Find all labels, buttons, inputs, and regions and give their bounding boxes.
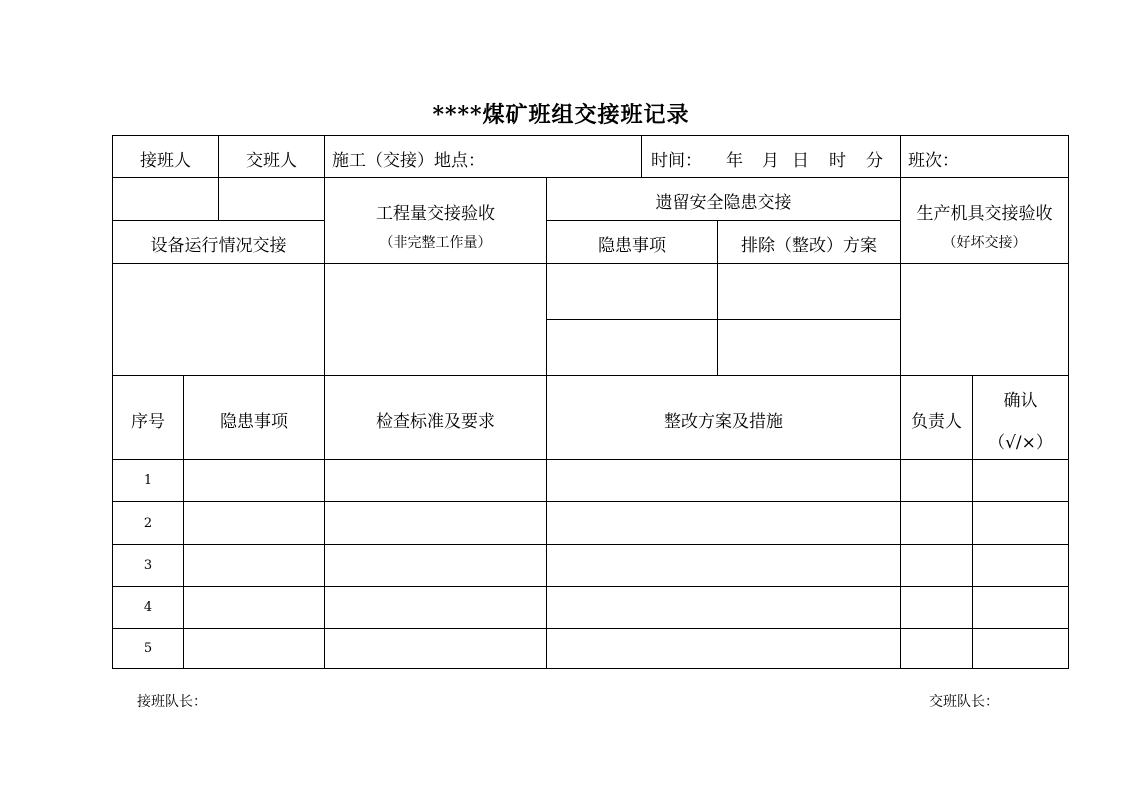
confirm-mark-header: （√/×）: [988, 433, 1053, 453]
shift-label: 班次：: [908, 151, 959, 171]
engineering-acceptance-header: 工程量交接验收: [376, 204, 495, 224]
minute-label: 分: [866, 151, 883, 171]
row-number: 5: [143, 641, 153, 656]
page-title: ****煤矿班组交接班记录: [432, 102, 690, 128]
day-label: 日: [792, 151, 809, 171]
owner-column-header: 负责人: [911, 412, 962, 432]
hazard-column-header: 隐患事项: [220, 412, 288, 432]
tools-acceptance-note: （好坏交接）: [942, 235, 1027, 251]
hazard-handover-header: 遗留安全隐患交接: [655, 193, 792, 213]
tools-acceptance-header: 生产机具交接验收: [916, 204, 1053, 224]
engineering-acceptance-note: （非完整工作量）: [379, 235, 492, 251]
seq-header: 序号: [131, 412, 165, 432]
equipment-handover-header: 设备运行情况交接: [150, 236, 287, 256]
standard-column-header: 检查标准及要求: [376, 412, 495, 432]
row-number: 4: [143, 600, 153, 615]
remedy-plan-header: 排除（整改）方案: [741, 236, 877, 256]
time-label: 时间：: [651, 151, 702, 171]
handover-label: 交班人: [246, 151, 297, 171]
row-number: 3: [143, 558, 153, 573]
hazard-item-header: 隐患事项: [598, 236, 666, 256]
month-label: 月: [762, 151, 779, 171]
receiving-leader-label: 接班队长：: [137, 694, 207, 710]
hour-label: 时: [829, 151, 846, 171]
row-number: 2: [143, 516, 153, 531]
handover-leader-label: 交班队长：: [929, 694, 999, 710]
receiver-label: 接班人: [140, 151, 191, 171]
row-number: 1: [143, 473, 153, 488]
year-label: 年: [726, 151, 743, 171]
measures-column-header: 整改方案及措施: [664, 412, 783, 432]
location-label: 施工（交接）地点：: [332, 151, 485, 171]
confirm-column-header: 确认: [1003, 391, 1038, 411]
